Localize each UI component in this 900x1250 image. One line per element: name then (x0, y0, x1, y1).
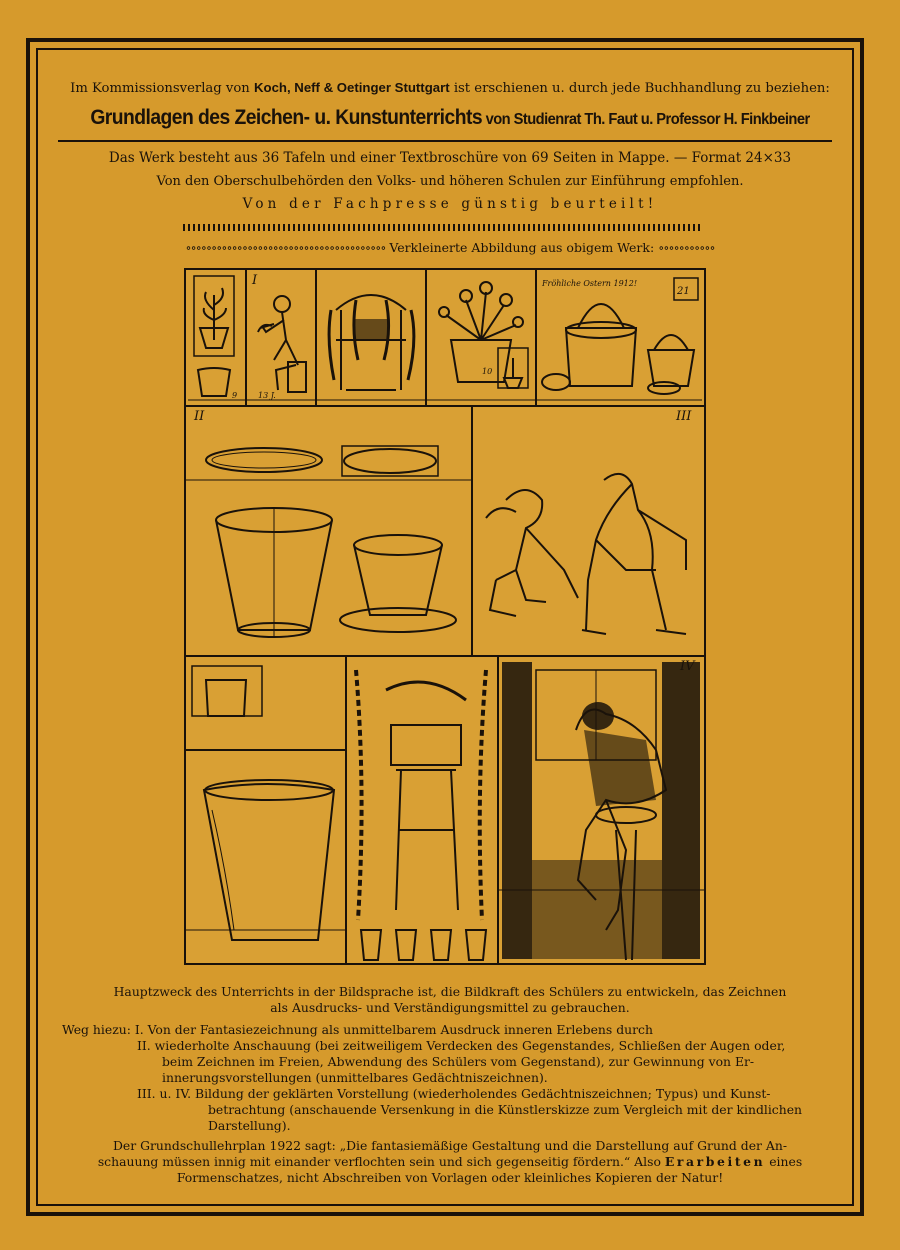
illustration-plate (184, 268, 706, 965)
svg-text:10: 10 (482, 367, 493, 376)
svg-text:21: 21 (677, 286, 690, 297)
ornament-border (183, 224, 703, 231)
press-line: Von der Fachpresse günstig beurteilt! (242, 196, 658, 212)
divider (58, 140, 832, 142)
publisher-line: Im Kommissionsverlag von Koch, Neff & Oetinger Stuttgart ist erschienen u. durch jede Buchhandlung zu beziehen: (70, 80, 830, 96)
title-line (36, 106, 864, 130)
recommendation-line: Von den Oberschulbehörden den Volks- und höheren Schulen zur Einführung empfohlen. (156, 174, 744, 189)
way-step-1: Weg hiezu: I. Von der Fantasiezeichnung als unmittelbarem Ausdruck inneren Erlebens durch (62, 1022, 653, 1037)
way-step-2-line3: innerungsvorstellungen (unmittelbares Gedächtniszeichnen). (162, 1070, 548, 1085)
way-step-3-line2: betrachtung (anschauende Versenkung in die Künstlerskizze zum Vergleich mit der kindlichen (208, 1102, 803, 1117)
svg-text:Fröhliche Ostern 1912!: Fröhliche Ostern 1912! (542, 279, 638, 288)
book-authors: von Studienrat Th. Faut u. Professor H. Finkbeiner (482, 111, 810, 128)
svg-text:9: 9 (232, 391, 238, 400)
curriculum-paragraph: Der Grundschullehrplan 1922 sagt: „Die fantasiemäßige Gestaltung und die Darstellung auf Grund der An- schauung müssen innig mit einander verflochten sein und sich gegenseitig fördern.“ Also Erarbeiten eines Formenschatzes, nicht Abschreiben von Vorlagen oder kleinliches Kopieren der Natur! (97, 1138, 803, 1185)
caption-line: ∘∘∘∘∘∘∘∘∘∘∘∘∘∘∘∘∘∘∘∘∘∘∘∘∘∘∘∘∘∘∘∘∘∘∘∘∘∘∘ Verkleinerte Abbildung aus obigem Werk: ∘∘∘∘∘∘∘∘∘∘∘ (185, 240, 715, 255)
way-step-2-line1: II. wiederholte Anschauung (bei zeitweiligem Verdecken des Gegenstandes, Schließen der Augen oder, (137, 1038, 786, 1053)
way-step-2-line2: beim Zeichnen im Freien, Abwendung des Schülers vom Gegenstand), zur Gewinnung von Er- (162, 1054, 755, 1069)
way-step-3-line3: Darstellung). (208, 1118, 291, 1133)
panel-label-III: III (676, 409, 692, 424)
description-line: Das Werk besteht aus 36 Tafeln und einer Textbroschüre von 69 Seiten in Mappe. — Format 24×33 (108, 150, 792, 166)
svg-text:13 J.: 13 J. (258, 391, 276, 400)
illustration-drawing (186, 270, 704, 963)
way-step-3-line1: III. u. IV. Bildung der geklärten Vorstellung (wiederholendes Gedächtniszeichnen; Typus) und Kunst- (137, 1086, 771, 1101)
panel-label-II: II (194, 409, 205, 424)
purpose-paragraph: Hauptzweck des Unterrichts in der Bildsprache ist, die Bildkraft des Schülers zu entwickeln, das Zeichnen als Ausdrucks- und Verständigungsmittel zu gebrauchen. (113, 984, 787, 1015)
panel-label-I: I (252, 273, 258, 288)
book-title: Grundlagen des Zeichen- u. Kunstunterrichts (90, 106, 483, 129)
panel-label-IV: IV (680, 659, 695, 674)
